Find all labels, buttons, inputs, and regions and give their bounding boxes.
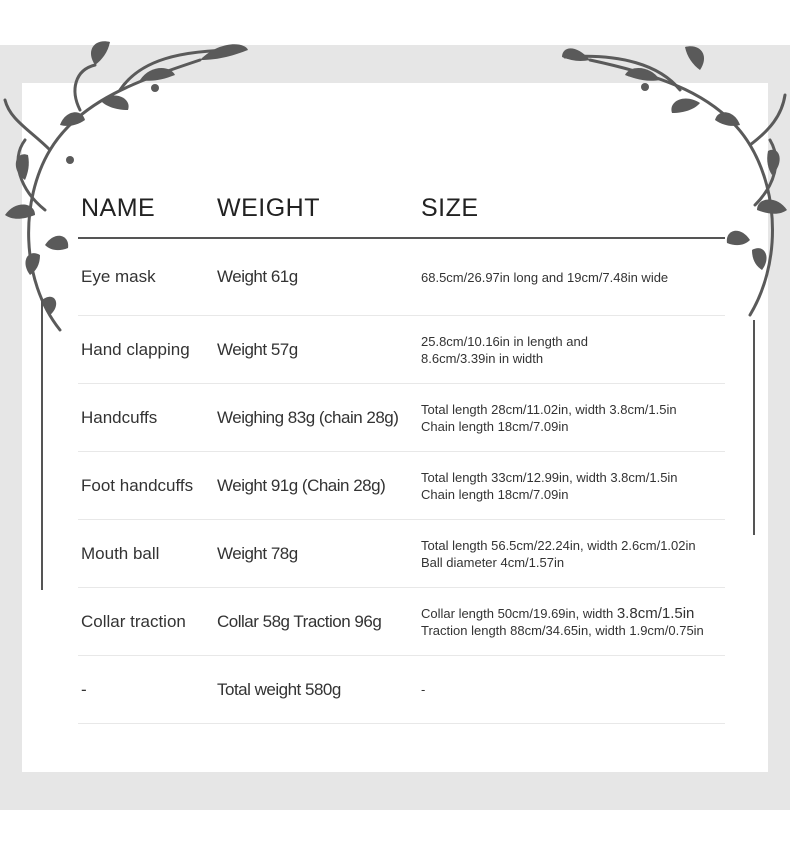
row-size xyxy=(418,316,725,384)
table-header-row xyxy=(78,180,725,238)
row-size xyxy=(418,520,725,588)
left-vertical-rule xyxy=(41,300,43,590)
row-weight: Weight 57g xyxy=(214,316,418,384)
row-name: Collar traction xyxy=(78,588,214,656)
size-line-2: 8.6cm/3.39in in width xyxy=(421,350,544,366)
size-line-1: Total length 28cm/11.02in, width 3.8cm/1.5in xyxy=(421,401,677,417)
row-weight: Weight 91g (Chain 28g) xyxy=(214,452,418,520)
header-weight: WEIGHT xyxy=(214,180,418,238)
header-name: NAME xyxy=(78,180,214,238)
table-row xyxy=(78,452,725,520)
row-name: Foot handcuffs xyxy=(78,452,214,520)
size-line-1a: Collar length 50cm/19.69in, width xyxy=(421,605,617,621)
row-weight: Weight 61g xyxy=(214,238,418,316)
size-line-1: - xyxy=(421,682,426,697)
header-size: SIZE xyxy=(418,180,725,238)
row-weight: Collar 58g Traction 96g xyxy=(214,588,418,656)
row-weight: Weighing 83g (chain 28g) xyxy=(214,384,418,452)
row-size xyxy=(418,238,725,316)
size-line-1: Total length 33cm/12.99in, width 3.8cm/1.5in xyxy=(421,469,678,485)
table-row xyxy=(78,588,725,656)
row-name: Hand clapping xyxy=(78,316,214,384)
row-size xyxy=(418,384,725,452)
table-row xyxy=(78,238,725,316)
row-size xyxy=(418,452,725,520)
right-vertical-rule xyxy=(753,320,755,535)
size-line-2: Chain length 18cm/7.09in xyxy=(421,418,569,434)
row-name: - xyxy=(78,656,214,724)
size-line-1: 68.5cm/26.97in long and 19cm/7.48in wide xyxy=(421,269,669,285)
row-name: Handcuffs xyxy=(78,384,214,452)
row-name: Mouth ball xyxy=(78,520,214,588)
table-row xyxy=(78,316,725,384)
table-row xyxy=(78,656,725,724)
table-row xyxy=(78,520,725,588)
size-line-2: Traction length 88cm/34.65in, width 1.9cm/0.75in xyxy=(421,622,704,638)
size-line-1: 25.8cm/10.16in in length and xyxy=(421,333,588,349)
size-line-2: Chain length 18cm/7.09in xyxy=(421,486,569,502)
row-weight: Weight 78g xyxy=(214,520,418,588)
row-size xyxy=(418,656,725,724)
size-line-1b: 3.8cm/1.5in xyxy=(616,604,695,622)
row-size xyxy=(418,588,725,656)
size-line-2: Ball diameter 4cm/1.57in xyxy=(421,554,565,570)
row-name: Eye mask xyxy=(78,238,214,316)
table-row xyxy=(78,384,725,452)
row-weight: Total weight 580g xyxy=(214,656,418,724)
size-line-1: Total length 56.5cm/22.24in, width 2.6cm/1.02in xyxy=(421,537,696,553)
size-table xyxy=(78,180,725,724)
